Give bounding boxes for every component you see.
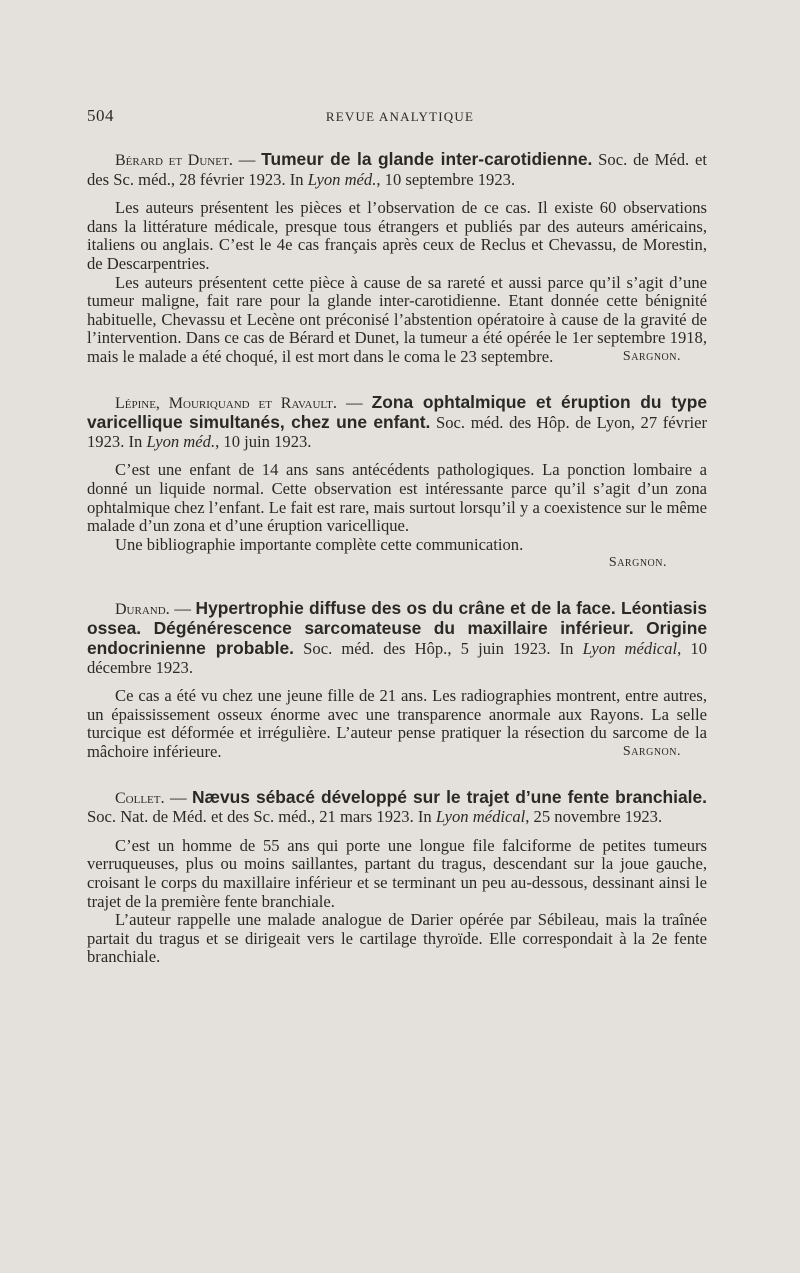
entry-paragraph-text: Les auteurs présentent cette pièce à cause de sa rareté et aussi parce qu’il s’agit d’une tumeur maligne, fait rare pour la glande inter-carotidienne. Etant donnée cette bénignité habituelle, Chevassu et Lecène ont préconisé l’abstention opératoire à cause de la gravité de l’intervention. Dans ce cas de Bérard et Dunet, la tumeur a été opérée le 1er septembre 1918, mais le malade a été choqué, il est mort dans le coma le 23 septembre. [87,272,707,366]
entry-separator: . — [160,787,192,807]
entry-authors: Bérard et Dunet [115,152,229,169]
entry-paragraph: C’est un homme de 55 ans qui porte une longue file falciforme de petites tumeurs verruqueuses, plus ou moins saillantes, partant du tragus, descendant sur la joue gauche, croisant le corps du maxillaire inférieur et se terminant un peu au-dessous, dessinant ainsi le trajet de la première fente branchiale. [87,835,707,911]
entry-journal: Lyon médical [582,639,678,659]
review-entry [87,599,707,762]
page-number: 504 [87,106,114,125]
entry-date: , 10 juin 1923. [215,431,312,451]
article-body [87,150,707,993]
entry-paragraph [87,274,707,367]
entry-source: Soc. Nat. de Méd. et des Sc. méd., 21 mars 1923. In [87,807,436,827]
entry-authors: Lépine, Mouriquand et Ravault [115,394,333,412]
running-title: REVUE ANALYTIQUE [325,109,475,124]
entry-title: Tumeur de la glande inter-carotidienne. [261,149,593,169]
review-entry [87,393,707,573]
entry-signature: Sargnon. [622,348,681,364]
entry-separator: . — [332,392,372,412]
entry-reference [87,788,707,827]
entry-separator: . — [165,598,196,618]
entry-date: , 10 septembre 1923. [376,169,516,189]
entry-title: Hypertrophie diffuse des os du crâne et de la face. Léontiasis ossea. Dégénérescence sarcomateuse du maxillaire inférieur. Origine endocrinienne probable. [87,597,707,659]
entry-reference [87,150,707,189]
entry-date: , 25 novembre 1923. [525,807,663,827]
entry-source: Soc. méd. des Hôp., 5 juin 1923. In [294,639,583,659]
entry-source: Soc. de Méd. et des Sc. méd., 28 février 1923. In [87,150,707,189]
entry-authors: Collet [115,789,161,807]
entry-date: , 10 décembre 1923. [87,639,708,677]
entry-title: Zona ophtalmique et éruption du type varicellique simultanés, chez une enfant. [87,391,707,433]
entry-reference [87,599,707,677]
entry-journal: Lyon méd. [307,169,377,189]
entry-paragraph-text: Ce cas a été vu chez une jeune fille de 21 ans. Les radiographies montrent, entre autres, un épaississement osseux énorme avec une transparence anormale aux Rayons. La selle turcique est déformée et irrégulière. L’auteur pense pratiquer la résection du sarcome de la mâchoire inférieure. [87,686,707,762]
page-header [87,106,713,130]
entry-separator: . — [228,150,262,169]
entry-signature: Sargnon. [622,744,681,760]
entry-journal: Lyon méd. [146,431,216,451]
entry-authors: Durand [115,600,166,618]
entry-paragraph: Une bibliographie importante complète cette communication. [115,534,524,554]
entry-paragraph [87,687,707,761]
entry-journal: Lyon médical [435,807,526,827]
entry-paragraph: L’auteur rappelle une malade analogue de Darier opérée par Sébileau, mais la traînée partait du tragus et se dirigeait vers le cartilage thyroïde. Elle correspondait à la 2e fente branchiale. [87,910,707,967]
entry-paragraph: C’est une enfant de 14 ans sans antécédents pathologiques. La ponction lombaire a donné un liquide normal. Cette observation est intéressante parce qu’il s’agit d’un zona ophtalmique chez l’enfant. Le fait est rare, mais surtout lorsqu’il y a coexistence sur le même malade d’un zona et d’une éruption varicellique. [87,460,707,536]
review-entry [87,150,707,367]
entry-signature: Sargnon. [608,555,667,571]
entry-source: Soc. méd. des Hôp. de Lyon, 27 février 1923. In [87,413,707,451]
entry-paragraph: Les auteurs présentent les pièces et l’observation de ce cas. Il existe 60 observations dans la littérature médicale, presque tous étrangers et publiés par des auteurs américains, italiens ou anglais. C’est le 4e cas français après ceux de Reclus et Chevassu, de Morestin, de Descarpentries. [87,198,707,273]
entry-title: Nævus sébacé développé sur le trajet d’une fente branchiale. [191,786,707,807]
entry-reference [87,393,707,452]
review-entry [87,788,707,967]
